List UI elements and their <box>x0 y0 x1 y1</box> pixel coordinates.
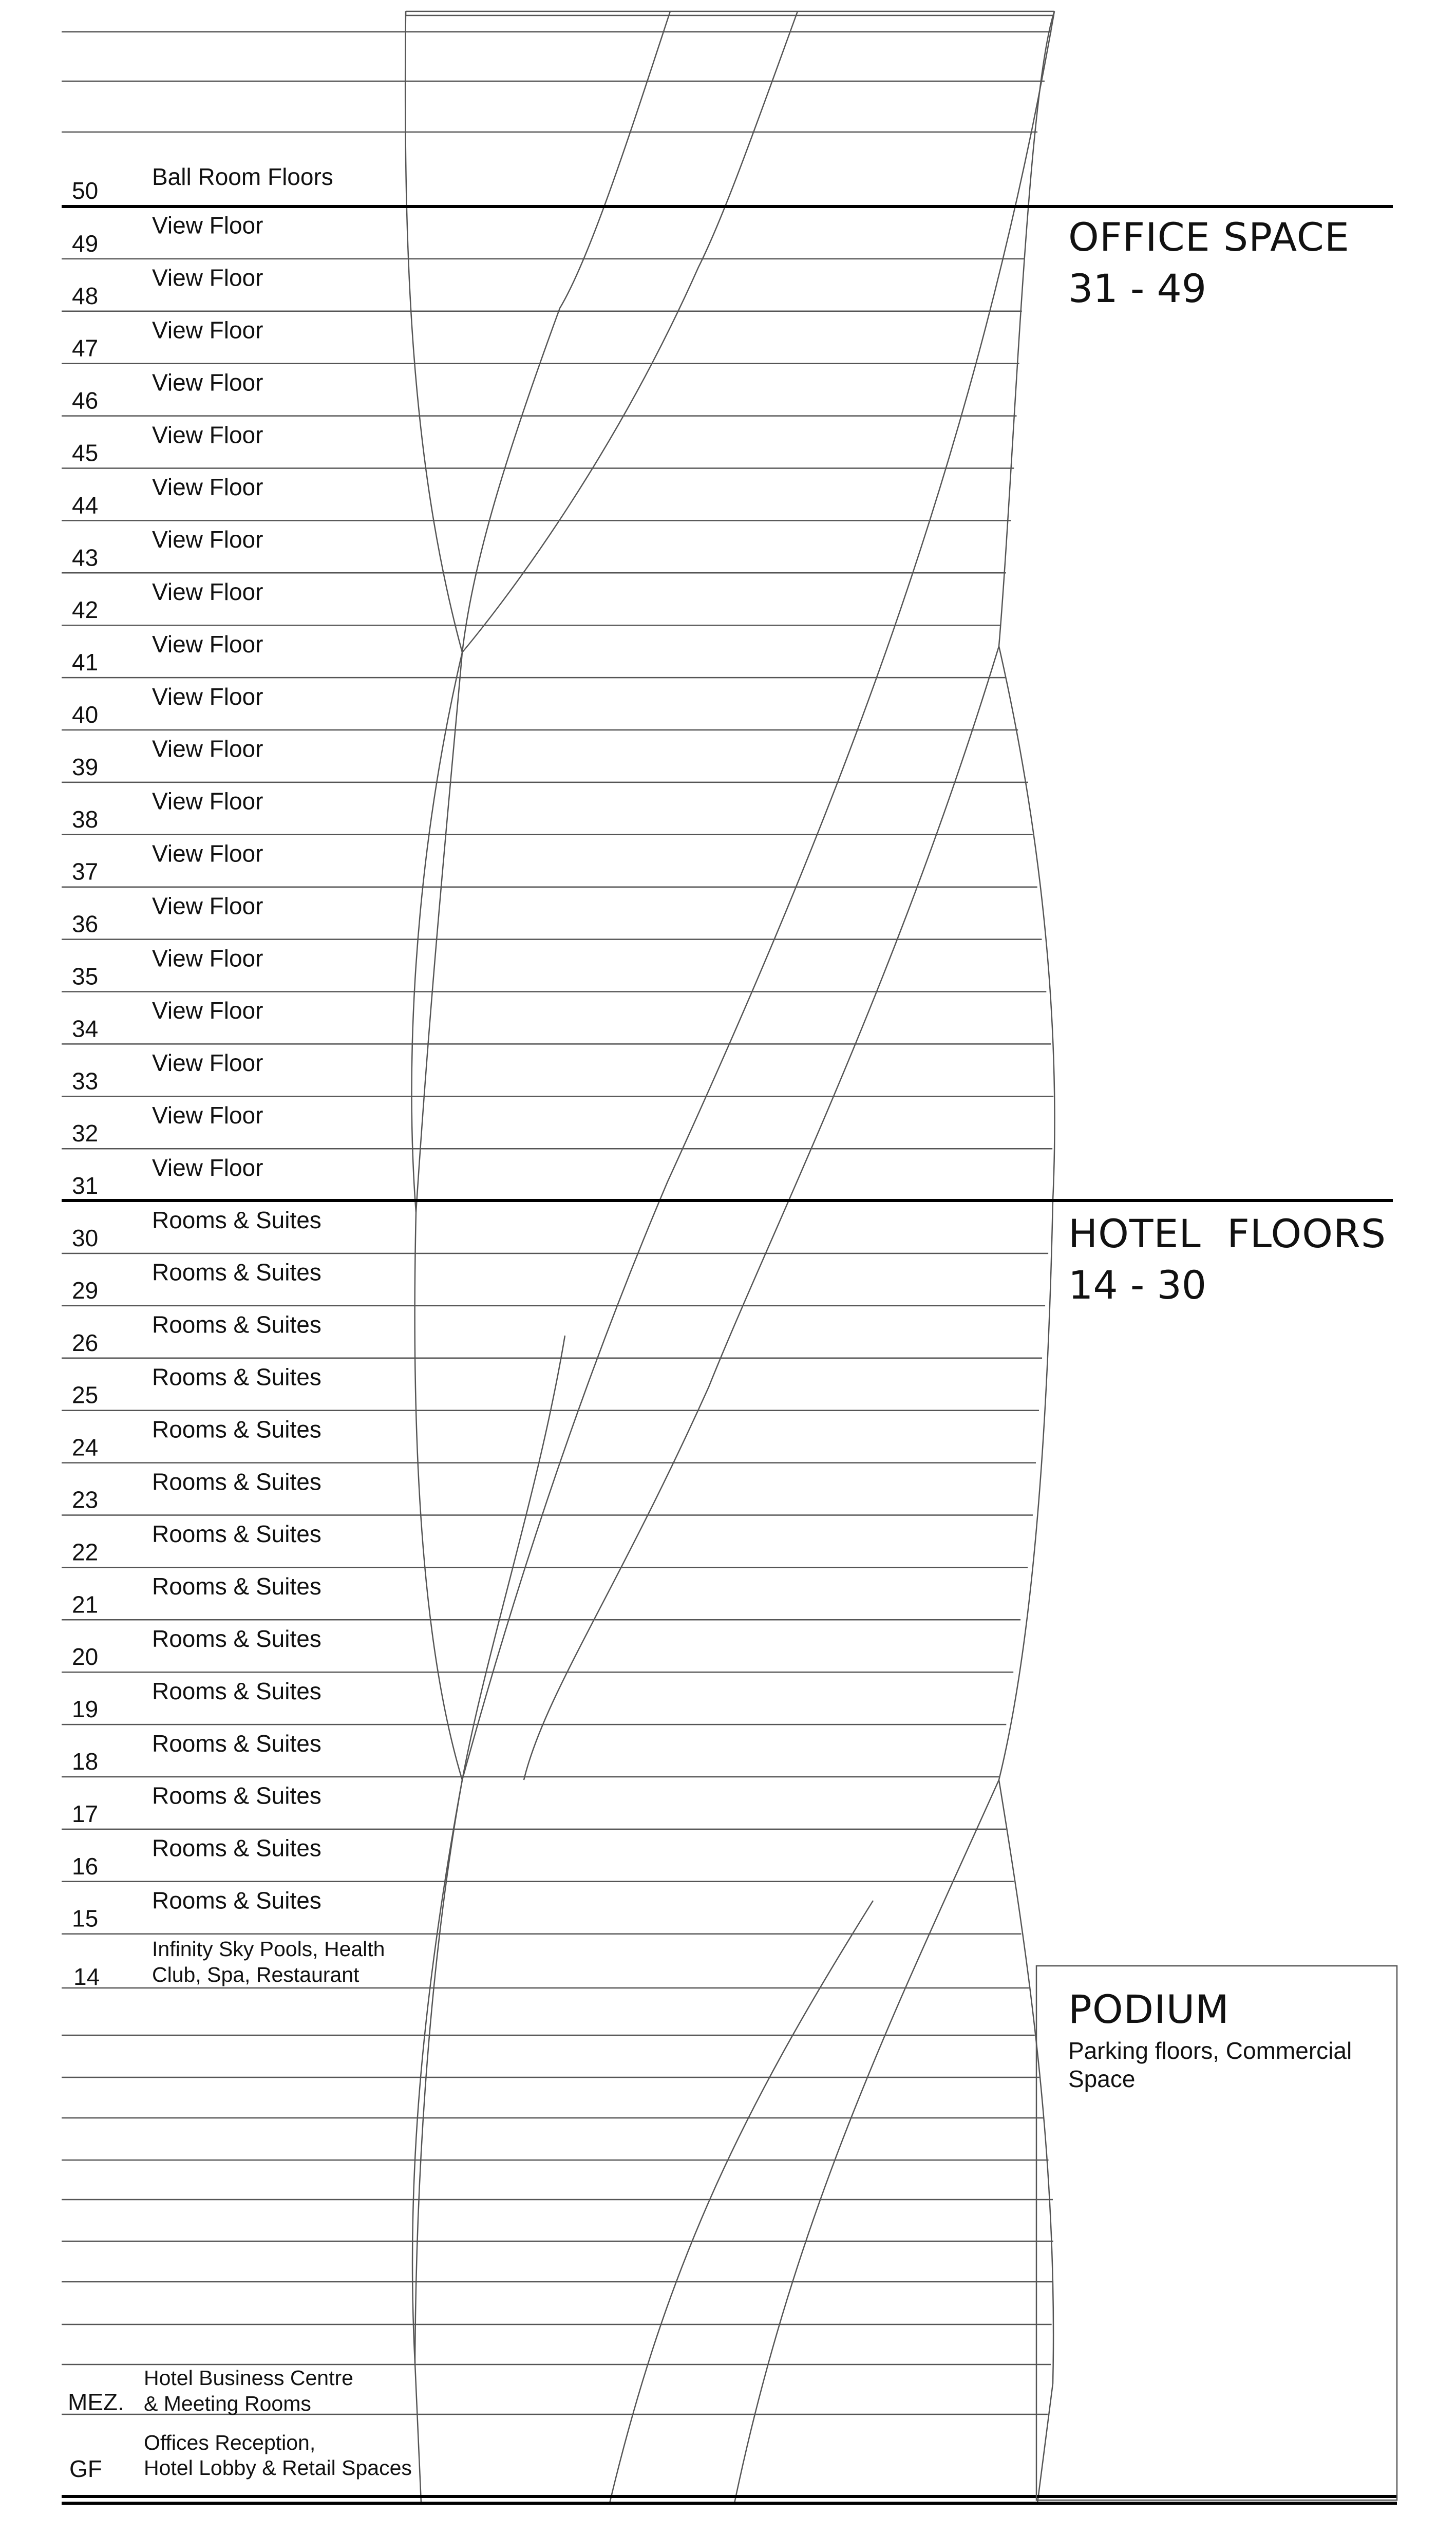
floor-number: 18 <box>72 1748 99 1775</box>
floor-label: View Floor <box>152 474 263 501</box>
floor-label: Rooms & Suites <box>152 1782 322 1809</box>
floor-number: 25 <box>72 1381 99 1409</box>
floor-number: 44 <box>72 492 99 519</box>
floor-number: 42 <box>72 596 99 624</box>
floor-label: Rooms & Suites <box>152 1521 322 1548</box>
floor-label: View Floor <box>152 212 263 239</box>
floor-label: Rooms & Suites <box>152 1573 322 1600</box>
hotel-zone-title: HOTEL FLOORS <box>1068 1211 1387 1256</box>
floor-number: 48 <box>72 282 99 309</box>
floor-label: Rooms & Suites <box>152 1887 322 1914</box>
floor-number: 32 <box>72 1120 99 1147</box>
tower-curve-10 <box>462 1336 565 1780</box>
floor-number: 23 <box>72 1486 99 1513</box>
floor-number: 36 <box>72 910 99 937</box>
floor-14-number: 14 <box>73 1963 100 1990</box>
floor-label: View Floor <box>152 683 263 710</box>
floor-number: 21 <box>72 1591 99 1618</box>
floor-number: 46 <box>72 387 99 414</box>
tower-curve-1 <box>999 11 1054 2503</box>
floor-label: View Floor <box>152 945 263 972</box>
ground-floor-number: GF <box>69 2455 102 2482</box>
floor-label: View Floor <box>152 1154 263 1181</box>
floor-number: 19 <box>72 1696 99 1723</box>
floor-14-label-line1: Infinity Sky Pools, Health <box>152 1937 385 1961</box>
floor-label: View Floor <box>152 578 263 606</box>
floor-label: View Floor <box>152 369 263 396</box>
hotel-zone-range: 14 - 30 <box>1068 1262 1207 1308</box>
floor-label: View Floor <box>152 892 263 919</box>
office-zone-title: OFFICE SPACE <box>1068 214 1350 260</box>
floor-label: Rooms & Suites <box>152 1206 322 1233</box>
floor-label: Rooms & Suites <box>152 1834 322 1862</box>
floor-number: 37 <box>72 858 99 885</box>
floor-label: View Floor <box>152 421 263 448</box>
floor-number: 24 <box>72 1434 99 1461</box>
floor-number: 38 <box>72 805 99 833</box>
floor-number: 40 <box>72 701 99 728</box>
floor-label: View Floor <box>152 264 263 291</box>
tower-curves <box>405 11 1054 2503</box>
floor-number: 43 <box>72 544 99 571</box>
tower-curve-3 <box>416 11 670 1212</box>
floor-label: View Floor <box>152 997 263 1024</box>
floor-number: 17 <box>72 1800 99 1827</box>
floor-label: View Floor <box>152 316 263 344</box>
mezzanine-label-line1: Hotel Business Centre <box>144 2366 353 2390</box>
floor-label: Rooms & Suites <box>152 1468 322 1495</box>
podium-title: PODIUM <box>1068 1986 1230 2032</box>
floor-number: 49 <box>72 230 99 257</box>
floor-number: 16 <box>72 1852 99 1880</box>
floor-label: Rooms & Suites <box>152 1625 322 1653</box>
floor-number: 41 <box>72 649 99 676</box>
office-zone-range: 31 - 49 <box>1068 266 1207 311</box>
floor-label: Rooms & Suites <box>152 1416 322 1443</box>
floor-label: View Floor <box>152 630 263 658</box>
floor-number: 29 <box>72 1277 99 1304</box>
floor-number: 34 <box>72 1015 99 1042</box>
floor-number: 26 <box>72 1329 99 1356</box>
floor-number: 35 <box>72 963 99 990</box>
floor-label: View Floor <box>152 787 263 815</box>
tower-curve-6 <box>524 646 999 1780</box>
floor-label: View Floor <box>152 840 263 867</box>
floor-label: Rooms & Suites <box>152 1730 322 1757</box>
tower-curve-4 <box>462 11 798 652</box>
tower-curve-2 <box>405 11 462 2503</box>
floor-number: 45 <box>72 439 99 466</box>
floor-number: 31 <box>72 1172 99 1199</box>
floor-label: Rooms & Suites <box>152 1259 322 1286</box>
floor-labels <box>72 163 333 1932</box>
floor-label: View Floor <box>152 1049 263 1077</box>
floor-number: 47 <box>72 334 99 362</box>
floor-label: Ball Room Floors <box>152 163 333 190</box>
floor-number: 39 <box>72 753 99 780</box>
floor-label: Rooms & Suites <box>152 1311 322 1338</box>
ground-floor-label-line1: Offices Reception, <box>144 2431 316 2454</box>
floor-label: Rooms & Suites <box>152 1677 322 1704</box>
floor-14-label-line2: Club, Spa, Restaurant <box>152 1963 360 1986</box>
floor-number: 20 <box>72 1643 99 1670</box>
mezzanine-number: MEZ. <box>68 2389 124 2415</box>
floor-label: View Floor <box>152 526 263 553</box>
floor-number: 30 <box>72 1225 99 1251</box>
floor-label: View Floor <box>152 1102 263 1129</box>
floor-label: View Floor <box>152 735 263 762</box>
tower-curve-8 <box>734 1780 999 2503</box>
floor-number: 22 <box>72 1538 99 1566</box>
tower-curve-9 <box>610 1901 873 2503</box>
mezzanine-label-line2: & Meeting Rooms <box>144 2392 311 2415</box>
floor-number: 33 <box>72 1067 99 1095</box>
ground-floor-label-line2: Hotel Lobby & Retail Spaces <box>144 2456 412 2480</box>
floor-label: Rooms & Suites <box>152 1363 322 1391</box>
floor-number: 50 <box>72 177 99 204</box>
floor-number: 15 <box>72 1905 99 1932</box>
tower-curve-7 <box>415 1780 462 2363</box>
podium-subtitle-line2: Space <box>1068 2066 1136 2092</box>
podium-subtitle-line1: Parking floors, Commercial <box>1068 2037 1352 2064</box>
